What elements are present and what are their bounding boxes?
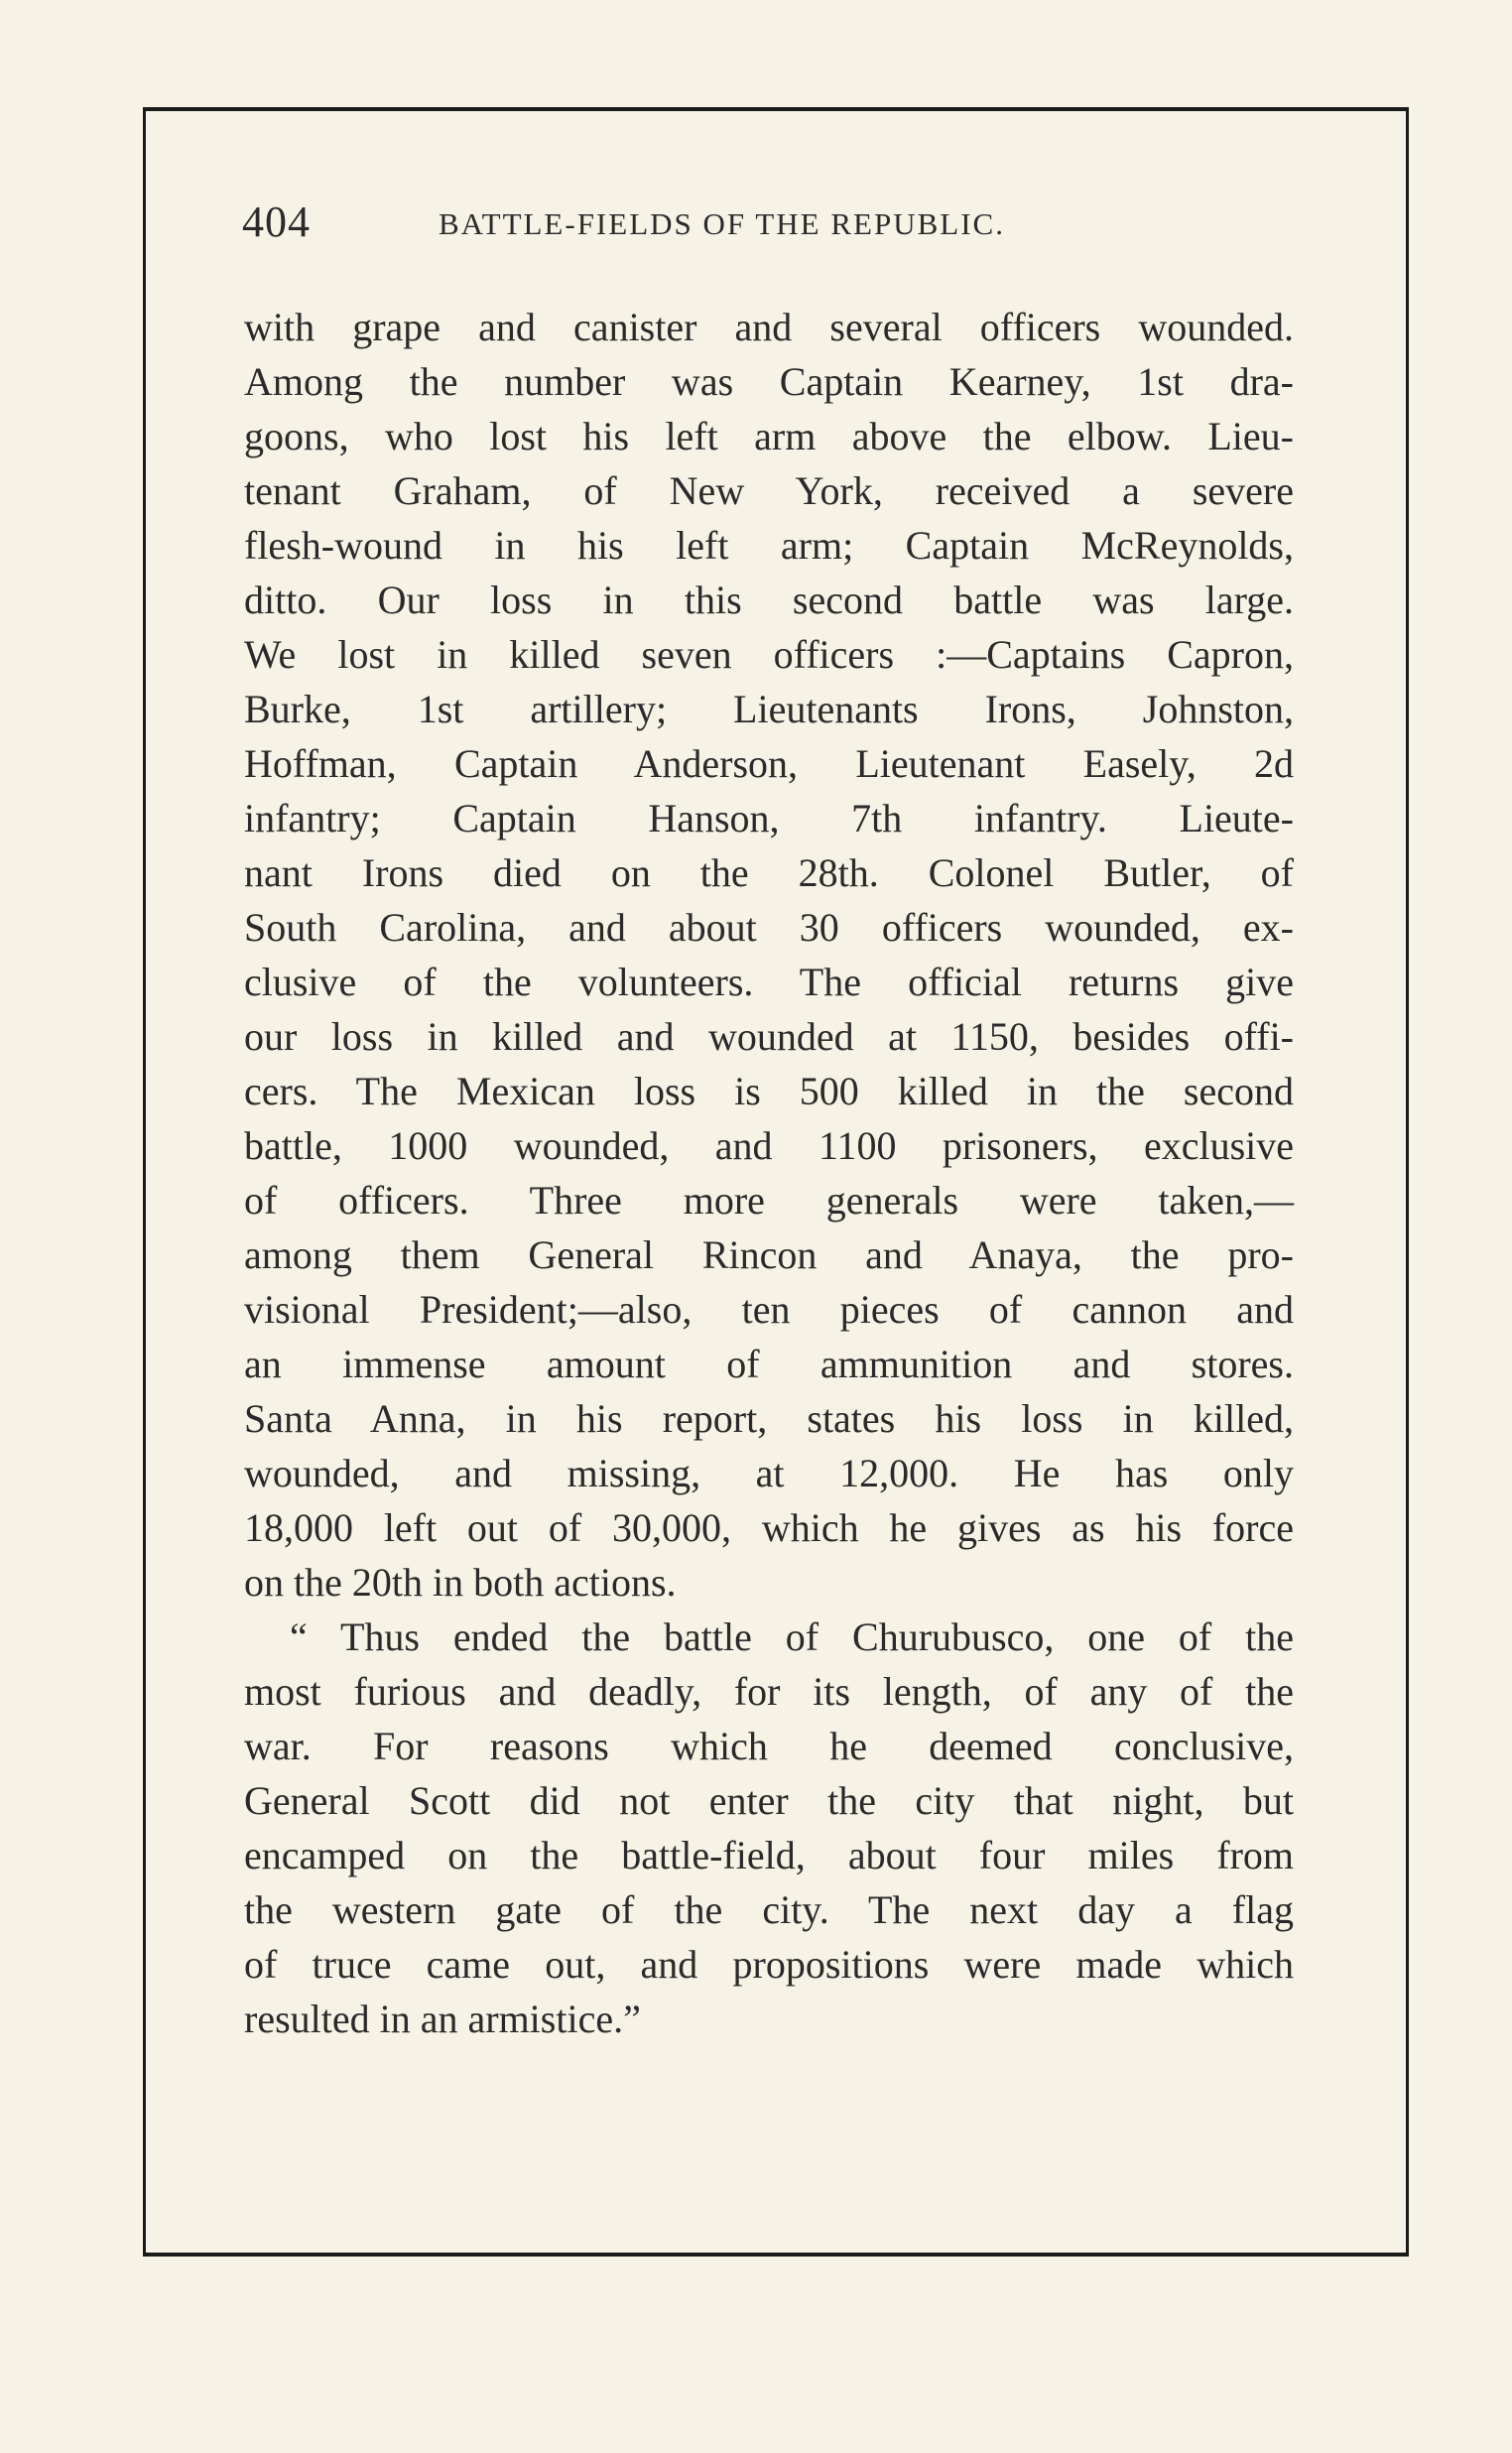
text-line: most furious and deadly, for its length, of any of the (244, 1669, 1294, 1714)
text-line: South Carolina, and about 30 officers wounded, ex- (244, 905, 1294, 950)
text-line: General Scott did not enter the city that night, but (244, 1778, 1294, 1823)
text-line: wounded, and missing, at 12,000. He has only (244, 1451, 1294, 1495)
text-line: Santa Anna, in his report, states his loss in killed, (244, 1396, 1294, 1441)
body-text (244, 300, 1294, 2046)
text-line: Burke, 1st artillery; Lieutenants Irons, Johnston, (244, 687, 1294, 731)
text-line: battle, 1000 wounded, and 1100 prisoners, exclusive (244, 1123, 1294, 1168)
text-line: the western gate of the city. The next day a flag (244, 1887, 1294, 1932)
text-line: flesh-wound in his left arm; Captain McReynolds, (244, 523, 1294, 568)
text-line: 18,000 left out of 30,000, which he gives as his force (244, 1505, 1294, 1550)
text-line: of truce came out, and propositions were made which (244, 1942, 1294, 1987)
text-line: with grape and canister and several officers wounded. (244, 305, 1294, 349)
text-line: Hoffman, Captain Anderson, Lieutenant Easely, 2d (244, 741, 1294, 786)
paragraph (244, 300, 1294, 1610)
text-line: infantry; Captain Hanson, 7th infantry. Lieute- (244, 796, 1294, 840)
text-line: on the 20th in both actions. (244, 1560, 677, 1605)
text-line: war. For reasons which he deemed conclusive, (244, 1724, 1294, 1768)
running-head-title: BATTLE-FIELDS OF THE REPUBLIC. (439, 206, 1005, 241)
text-line: ditto. Our loss in this second battle was large. (244, 578, 1294, 622)
text-line: resulted in an armistice.” (244, 1997, 641, 2041)
paragraph (244, 1610, 1294, 2046)
text-line: visional President;—also, ten pieces of cannon and (244, 1287, 1294, 1332)
text-line: among them General Rincon and Anaya, the pro- (244, 1232, 1294, 1277)
page-number: 404 (242, 197, 311, 246)
text-line: our loss in killed and wounded at 1150, besides offi- (244, 1014, 1294, 1059)
text-line: an immense amount of ammunition and stores. (244, 1342, 1294, 1386)
text-line: cers. The Mexican loss is 500 killed in the second (244, 1069, 1294, 1113)
text-line: clusive of the volunteers. The official returns give (244, 960, 1294, 1004)
running-head (242, 196, 1294, 256)
text-line: Among the number was Captain Kearney, 1st dra- (244, 359, 1294, 404)
text-line: encamped on the battle-field, about four miles from (244, 1833, 1294, 1877)
text-line: We lost in killed seven officers :—Captains Capron, (244, 632, 1294, 677)
text-line: tenant Graham, of New York, received a severe (244, 468, 1294, 513)
text-line: “ Thus ended the battle of Churubusco, one of the (290, 1614, 1294, 1659)
text-line: nant Irons died on the 28th. Colonel Butler, of (244, 850, 1294, 895)
text-line: goons, who lost his left arm above the elbow. Lieu- (244, 414, 1294, 458)
text-line: of officers. Three more generals were taken,— (244, 1178, 1294, 1223)
